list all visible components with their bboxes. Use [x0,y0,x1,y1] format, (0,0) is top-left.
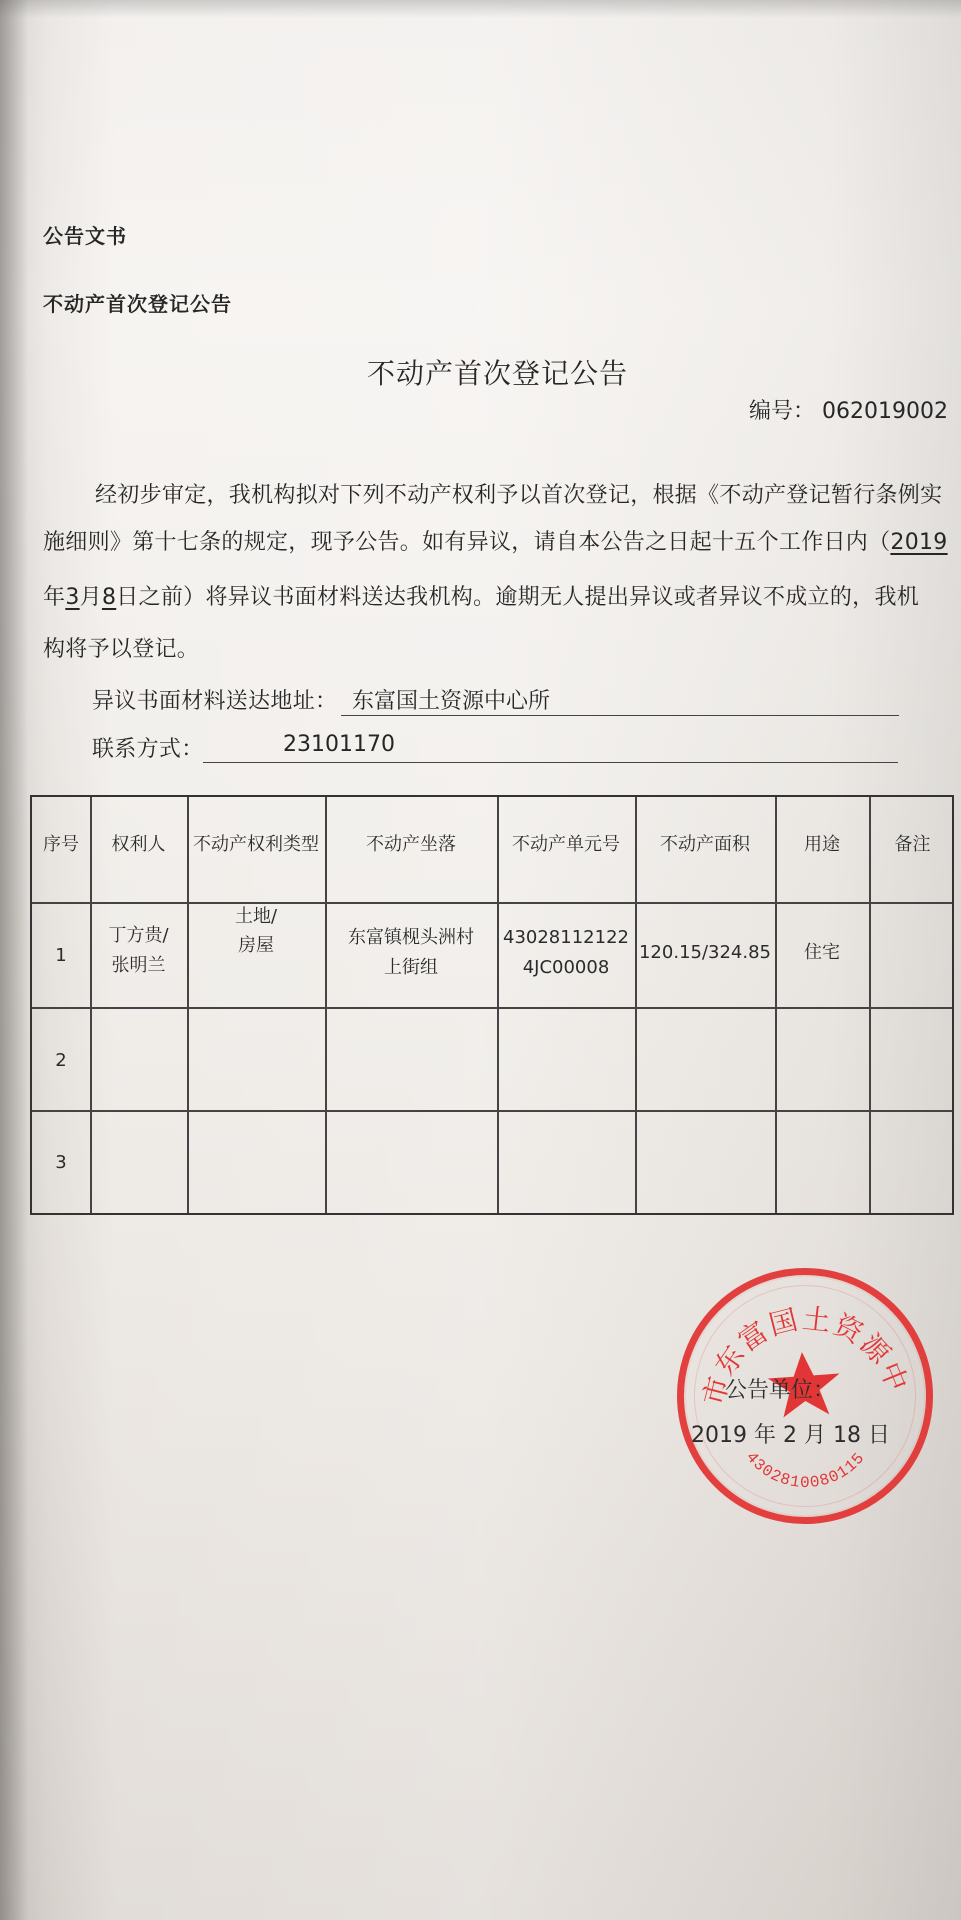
contact-value: 23101170 [283,732,395,757]
header-remark: 备注 [894,834,931,855]
header-holder: 权利人 [111,834,166,855]
table-divider-2 [187,797,189,1213]
document-type: 公告文书 [43,224,127,248]
page-left-shadow [0,0,28,1920]
notice-unit-label: 公告单位： [725,1378,836,1403]
serial-number: 062019002 [822,399,948,424]
row-1-area: 120.15/324.85 [638,942,772,963]
paragraph-line-4: 构将予以登记。 [43,637,200,662]
address-label: 异议书面材料送达地址： [92,689,338,714]
deadline-year: 2019 [890,530,948,555]
table-row-divider-1 [32,902,952,904]
header-area: 不动产面积 [660,834,750,855]
paragraph-line-3 [43,580,919,611]
paragraph-line-2-prefix: 施细则》第十七条的规定，现予公告。如有异议，请自本公告之日起十五个工作日内（ [43,530,891,555]
deadline-month: 3 [65,585,80,610]
header-unit-number: 不动产单元号 [512,834,620,855]
stamp-outer-text: 醴陵市东富国土资源中心所 [675,1266,913,1409]
property-table [30,795,954,1215]
header-index: 序号 [43,834,79,855]
document-subtitle: 不动产首次登记公告 [43,292,232,316]
row-1-location-line-2: 上街组 [384,957,438,978]
serial-line [749,394,948,425]
page-top-shadow [0,0,961,18]
row-1-rights-type-line-2: 房屋 [238,935,274,956]
page-title: 不动产首次登记公告 [367,357,629,390]
paragraph-line-3-prefix: 年 [43,585,66,610]
table-row-divider-3 [32,1110,952,1112]
paragraph-line-2 [43,525,948,556]
header-rights-type: 不动产权利类型 [193,834,319,855]
row-3-index: 3 [55,1152,67,1173]
deadline-day: 8 [101,585,117,610]
row-1-use: 住宅 [804,942,840,963]
table-divider-3 [325,797,327,1213]
contact-label: 联系方式： [92,737,204,762]
row-1-holder-line-1: 丁方贵/ [108,925,169,946]
table-divider-1 [90,797,92,1213]
row-1-unit-number-line-1: 43028112122 [503,927,629,948]
table-divider-4 [497,797,499,1213]
row-1-rights-type-line-1: 土地/ [234,906,278,927]
table-row-divider-2 [32,1007,952,1009]
paragraph-line-3-mid: 月 [79,585,102,610]
paragraph-line-3-suffix: 日之前）将异议书面材料送达我机构。逾期无人提出异议或者异议不成立的，我机 [116,585,920,610]
row-1-holder-line-2: 张明兰 [111,955,166,976]
paragraph-line-1: 经初步审定，我机构拟对下列不动产权利予以首次登记，根据《不动产登记暂行条例实 [95,483,943,508]
table-divider-7 [869,797,871,1213]
table-divider-6 [775,797,777,1213]
header-use: 用途 [804,834,840,855]
row-1-location-line-1: 东富镇枧头洲村 [348,927,474,948]
row-2-index: 2 [55,1050,67,1071]
table-divider-5 [635,797,637,1213]
row-1-unit-number-line-2: 4JC00008 [522,957,610,978]
serial-label: 编号： [749,399,816,424]
header-location: 不动产坐落 [366,834,456,855]
address-value: 东富国土资源中心所 [352,689,551,714]
notice-date: 2019 年 2 月 18 日 [691,1423,890,1448]
stamp-code: 4302810080115 [742,1448,869,1493]
row-1-index: 1 [55,945,67,966]
